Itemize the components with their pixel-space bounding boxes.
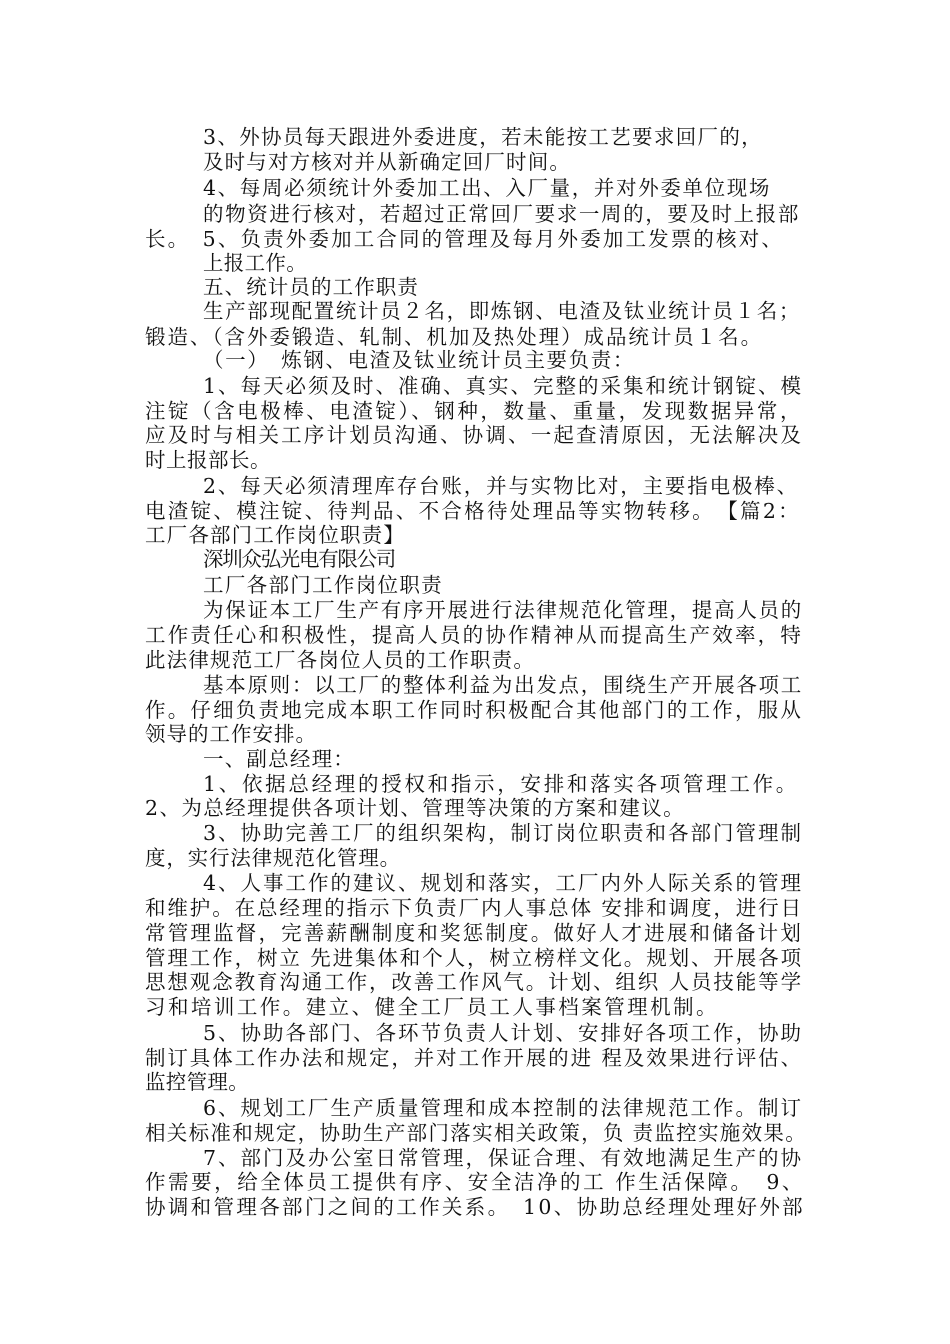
text-line: 协调和管理各部门之间的工作关系。 10、协助总经理处理好外部 bbox=[145, 1195, 806, 1219]
text-line: 制订具体工作办法和规定，并对工作开展的进 程及效果进行评估、 bbox=[145, 1046, 803, 1070]
text-line: 生产部现配置统计员２名，即炼钢、电渣及钛业统计员１名； bbox=[203, 299, 801, 323]
text-line: 领导的工作安排。 bbox=[145, 722, 317, 746]
text-line: 常管理监督，完善薪酬制度和奖惩制度。做好人才进展和储备计划 bbox=[145, 921, 804, 945]
text-line: （一） 炼钢、电渣及钛业统计员主要负责： bbox=[203, 348, 636, 372]
text-line: 深圳众弘光电有限公司 bbox=[203, 547, 395, 571]
text-line: 思想观念教育沟通工作，改善工作风气。计划、组织 人员技能等学 bbox=[145, 970, 803, 994]
text-line: 和维护。在总经理的指示下负责厂内人事总体 安排和调度，进行日 bbox=[145, 896, 803, 920]
text-line: 6、规划工厂生产质量管理和成本控制的法律规范工作。制订 bbox=[203, 1096, 803, 1120]
text-line: 7、部门及办公室日常管理，保证合理、有效地满足生产的协 bbox=[203, 1146, 803, 1170]
text-line: 一、副总经理： bbox=[203, 747, 355, 771]
text-line: 1、依据总经理的授权和指示，安排和落实各项管理工作。 bbox=[203, 772, 800, 796]
text-line: 度，实行法律规范化管理。 bbox=[145, 846, 401, 870]
text-line: 4、人事工作的建议、规划和落实，工厂内外人际关系的管理 bbox=[203, 871, 803, 895]
text-line: 注锭（含电极棒、电渣锭）、钢种，数量、重量，发现数据异常， bbox=[145, 399, 803, 423]
text-line: 为保证本工厂生产有序开展进行法律规范化管理，提高人员的 bbox=[203, 598, 803, 622]
text-line: 此法律规范工厂各岗位人员的工作职责。 bbox=[145, 648, 536, 672]
text-line: 监控管理。 bbox=[145, 1070, 249, 1094]
text-line: 五、统计员的工作职责 bbox=[203, 275, 419, 299]
text-line: 2、每天必须清理库存台账，并与实物比对，主要指电极棒、 bbox=[203, 474, 799, 498]
text-line: 工厂各部门工作岗位职责 bbox=[203, 573, 443, 597]
text-line: 4、每周必须统计外委加工出、入厂量，并对外委单位现场 bbox=[203, 176, 771, 200]
text-line: 3、外协员每天跟进外委进度，若未能按工艺要求回厂的， bbox=[203, 125, 763, 149]
text-line: 习和培训工作。建立、健全工厂员工人事档案管理机制。 bbox=[145, 995, 719, 1019]
text-line: 2、为总经理提供各项计划、管理等决策的方案和建议。 bbox=[145, 796, 685, 820]
text-line: 上报工作。 bbox=[203, 251, 307, 275]
text-line: 作。仔细负责地完成本职工作同时积极配合其他部门的工作，服从 bbox=[145, 698, 804, 722]
text-line: 电渣锭、模注锭、待判品、不合格待处理品等实物转移。 【篇2： bbox=[145, 499, 801, 523]
text-line: 长。 5、负责外委加工合同的管理及每月外委加工发票的核对、 bbox=[145, 227, 784, 251]
text-line: 锻造、（含外委锻造、轧制、机加及热处理）成品统计员１名。 bbox=[145, 325, 764, 349]
text-line: 相关标准和规定，协助生产部门落实相关政策，负 责监控实施效果。 bbox=[145, 1121, 808, 1145]
text-line: 管理工作，树立 先进集体和个人，树立榜样文化。规划、开展各项 bbox=[145, 946, 803, 970]
text-line: 应及时与相关工序计划员沟通、协调、一起查清原因，无法解决及 bbox=[145, 423, 804, 447]
text-line: 时上报部长。 bbox=[145, 448, 271, 472]
text-line: 工作责任心和积极性，提高人员的协作精神从而提高生产效率，特 bbox=[145, 623, 804, 647]
text-line: 5、协助各部门、各环节负责人计划、安排好各项工作，协助 bbox=[203, 1021, 803, 1045]
text-line: 3、协助完善工厂的组织架构，制订岗位职责和各部门管理制 bbox=[203, 821, 803, 845]
text-line: 作需要，给全体员工提供有序、安全洁净的工 作生活保障。 9、 bbox=[145, 1170, 805, 1194]
text-line: 的物资进行核对，若超过正常回厂要求一周的，要及时上报部 bbox=[203, 202, 800, 226]
text-line: 及时与对方核对并从新确定回厂时间。 bbox=[203, 150, 571, 174]
text-line: 工厂各部门工作岗位职责】 bbox=[145, 523, 406, 547]
text-line: 1、每天必须及时、准确、真实、完整的采集和统计钢锭、模 bbox=[203, 374, 803, 398]
text-line: 基本原则：以工厂的整体利益为出发点，围绕生产开展各项工 bbox=[203, 673, 803, 697]
